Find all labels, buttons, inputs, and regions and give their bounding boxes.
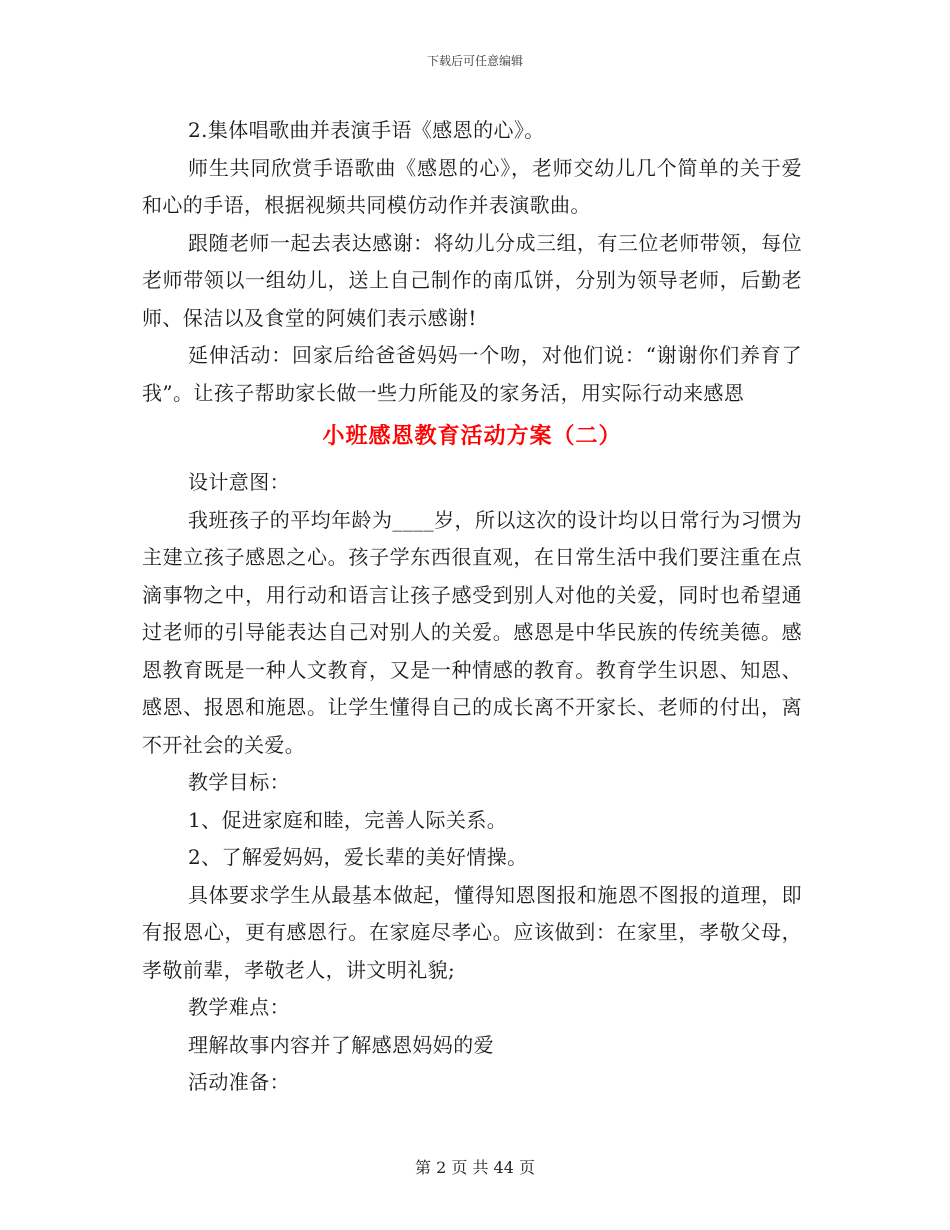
paragraph: 2.集体唱歌曲并表演手语《感恩的心》。: [188, 118, 545, 142]
goal-item: 1、促进家庭和睦，完善人际关系。: [188, 807, 508, 832]
paragraph: 跟随老师一起去表达感谢：将幼儿分成三组，有三位老师带领，每位老师带领以一组幼儿，送上自己制作的南瓜饼，分别为领导老师，后勤老师、保洁以及食堂的阿姨们表示感谢!: [142, 230, 802, 330]
paragraph: 理解故事内容并了解感恩妈妈的爱: [188, 1032, 494, 1057]
document-body: [142, 112, 802, 1102]
heading-teaching-difficulty: 教学难点：: [188, 995, 290, 1019]
section-title: 小班感恩教育活动方案（二）: [322, 423, 622, 449]
heading-activity-prep: 活动准备：: [188, 1070, 290, 1094]
heading-teaching-goals: 教学目标：: [188, 770, 290, 794]
page-number: 第 2 页 共 44 页: [415, 1158, 535, 1177]
page-header-note: 下载后可任意编辑: [426, 54, 523, 68]
goal-item: 2、了解爱妈妈，爱长辈的美好情操。: [188, 845, 528, 869]
heading-design-intent: 设计意图：: [188, 470, 290, 494]
paragraph: 我班孩子的平均年龄为____岁，所以这次的设计均以日常行为习惯为主建立孩子感恩之心。孩子学东西很直观，在日常生活中我们要注重在点滴事物之中，用行动和语言让孩子感受到别人对他的关爱，同时也希望通过老师的引导能表达自己对别人的关爱。感恩是中华民族的传统美德。感恩教育既是一种人文教育，又是一种情感的教育。教育学生识恩、知恩、感恩、报恩和施恩。让学生懂得自己的成长离不开家长、老师的付出，离不开社会的关爱。: [142, 507, 802, 757]
paragraph: 延伸活动：回家后给爸爸妈妈一个吻，对他们说：“谢谢你们养育了我”。让孩子帮助家长做一些力所能及的家务活，用实际行动来感恩: [142, 343, 802, 405]
paragraph: 师生共同欣赏手语歌曲《感恩的心》，老师交幼儿几个简单的关于爱和心的手语，根据视频共同模仿动作并表演歌曲。: [142, 155, 802, 217]
paragraph: 具体要求学生从最基本做起，懂得知恩图报和施恩不图报的道理，即有报恩心，更有感恩行。在家庭尽孝心。应该做到：在家里，孝敬父母，孝敬前辈，孝敬老人，讲文明礼貌;: [142, 882, 802, 982]
